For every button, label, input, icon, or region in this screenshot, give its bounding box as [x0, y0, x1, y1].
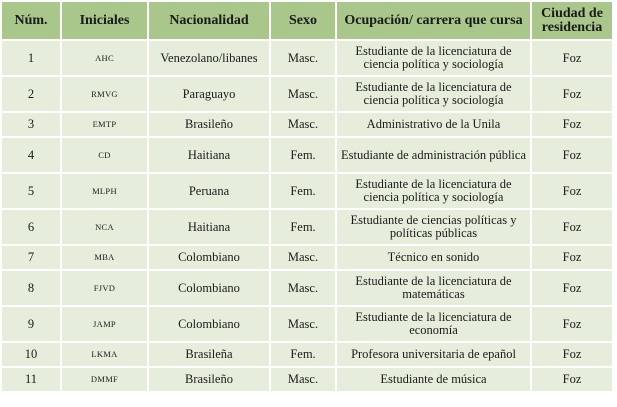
cell-occupation: Estudiante de la licenciatura de matemáticas: [337, 271, 530, 305]
cell-num: 5: [2, 174, 60, 208]
cell-initials: DMMF: [62, 368, 147, 391]
cell-num: 11: [2, 368, 60, 391]
cell-occupation: Profesora universitaria de epañol: [337, 343, 530, 366]
cell-num: 2: [2, 77, 60, 111]
header-city: Ciudad de residencia: [532, 2, 612, 39]
header-initials: Iniciales: [62, 2, 147, 39]
cell-occupation: Estudiante de la licenciatura de economía: [337, 307, 530, 341]
cell-occupation: Técnico en sonido: [337, 246, 530, 269]
cell-sex: Masc.: [271, 113, 335, 136]
cell-initials: JAMP: [62, 307, 147, 341]
cell-sex: Masc.: [271, 41, 335, 75]
cell-city: Foz: [532, 368, 612, 391]
cell-sex: Masc.: [271, 77, 335, 111]
table-row: [2, 343, 612, 366]
cell-city: Foz: [532, 246, 612, 269]
cell-nationality: Haitiana: [149, 210, 269, 244]
cell-nationality: Venezolano/libanes: [149, 41, 269, 75]
cell-city: Foz: [532, 77, 612, 111]
table-row: [2, 271, 612, 305]
cell-city: Foz: [532, 113, 612, 136]
cell-city: Foz: [532, 271, 612, 305]
cell-nationality: Paraguayo: [149, 77, 269, 111]
table-row: [2, 77, 612, 111]
cell-nationality: Brasileño: [149, 113, 269, 136]
cell-city: Foz: [532, 41, 612, 75]
cell-num: 1: [2, 41, 60, 75]
cell-initials: EMTP: [62, 113, 147, 136]
header-occupation: Ocupación/ carrera que cursa: [337, 2, 530, 39]
cell-initials: MLPH: [62, 174, 147, 208]
table-row: [2, 210, 612, 244]
cell-occupation: Estudiante de ciencias políticas y políticas públicas: [337, 210, 530, 244]
table-header-row: [2, 2, 612, 39]
cell-sex: Fem.: [271, 343, 335, 366]
cell-initials: AHC: [62, 41, 147, 75]
cell-nationality: Colombiano: [149, 271, 269, 305]
cell-sex: Fem.: [271, 210, 335, 244]
cell-num: 8: [2, 271, 60, 305]
header-num: Núm.: [2, 2, 60, 39]
cell-occupation: Estudiante de música: [337, 368, 530, 391]
cell-sex: Masc.: [271, 307, 335, 341]
cell-city: Foz: [532, 343, 612, 366]
cell-nationality: Colombiano: [149, 307, 269, 341]
cell-nationality: Brasileña: [149, 343, 269, 366]
table-row: [2, 113, 612, 136]
cell-sex: Masc.: [271, 246, 335, 269]
cell-initials: CD: [62, 138, 147, 172]
cell-num: 9: [2, 307, 60, 341]
cell-occupation: Administrativo de la Unila: [337, 113, 530, 136]
cell-nationality: Brasileño: [149, 368, 269, 391]
cell-city: Foz: [532, 210, 612, 244]
table-row: [2, 307, 612, 341]
cell-num: 10: [2, 343, 60, 366]
cell-num: 6: [2, 210, 60, 244]
cell-occupation: Estudiante de la licenciatura de ciencia política y sociología: [337, 174, 530, 208]
cell-sex: Masc.: [271, 271, 335, 305]
cell-sex: Fem.: [271, 174, 335, 208]
cell-initials: LKMA: [62, 343, 147, 366]
table-row: [2, 246, 612, 269]
header-nationality: Nacionalidad: [149, 2, 269, 39]
table-row: [2, 174, 612, 208]
header-sex: Sexo: [271, 2, 335, 39]
cell-occupation: Estudiante de administración pública: [337, 138, 530, 172]
cell-occupation: Estudiante de la licenciatura de ciencia política y sociología: [337, 77, 530, 111]
cell-num: 4: [2, 138, 60, 172]
cell-sex: Fem.: [271, 138, 335, 172]
cell-city: Foz: [532, 138, 612, 172]
table-row: [2, 41, 612, 75]
table-row: [2, 368, 612, 391]
table-row: [2, 138, 612, 172]
cell-initials: NCA: [62, 210, 147, 244]
cell-nationality: Peruana: [149, 174, 269, 208]
cell-occupation: Estudiante de la licenciatura de ciencia política y sociología: [337, 41, 530, 75]
cell-num: 3: [2, 113, 60, 136]
cell-num: 7: [2, 246, 60, 269]
cell-nationality: Colombiano: [149, 246, 269, 269]
cell-initials: RMVG: [62, 77, 147, 111]
cell-initials: MBA: [62, 246, 147, 269]
cell-nationality: Haitiana: [149, 138, 269, 172]
cell-city: Foz: [532, 307, 612, 341]
cell-initials: FJVD: [62, 271, 147, 305]
cell-city: Foz: [532, 174, 612, 208]
cell-sex: Masc.: [271, 368, 335, 391]
